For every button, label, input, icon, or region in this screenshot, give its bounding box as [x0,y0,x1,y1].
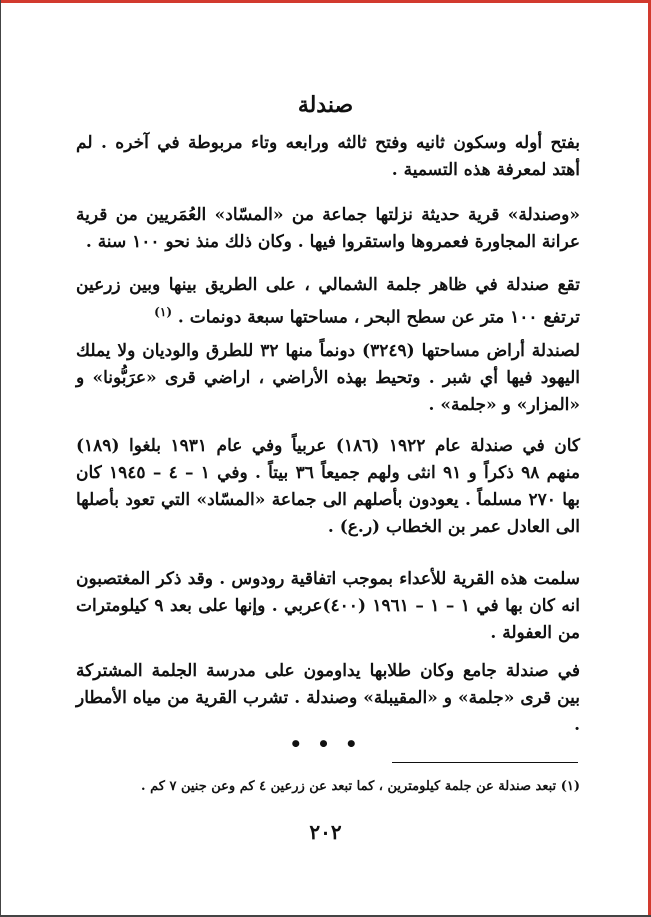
paragraph-services: في صندلة جامع وكان طلابها يداومون على مدرسة الجلمة المشتركة بين قرى «جلمة» و «المقيبلة» وصندلة . تشرب القرية من مياه الأمطار . [76,661,580,735]
paragraph-location [76,272,580,332]
section-separator: • • • [289,732,362,756]
paragraph-name-origin: بفتح أوله وسكون ثانيه وفتح ثالثه ورابعه وتاء مربوطة في آخره . لم أهتد لمعرفة هذه التسمية . [76,133,580,180]
page-title: صندلة [297,92,354,118]
paragraph-lands: لصندلة أراض مساحتها (٣٢٤٩) دونماً منها ٣٢ للطرق والوديان ولا يملك اليهود فيها أي شبر . وتحيط بهذه الأراضي ، اراضي قرى «عرَبُّونا» و «المزار» و «جلمة» . [76,341,580,415]
paragraph-population: كان في صندلة عام ١٩٢٢ (١٨٦) عربياً وفي عام ١٩٣١ بلغوا (١٨٩) منهم ٩٨ ذكراً و ٩١ انثى ولهم جميعاً ٣٦ بيتاً . وفي ١ – ٤ – ١٩٤٥ كان بها ٢٧٠ مسلماً . يعودون بأصلهم الى جماعة «المسّاد» التي تعود بأصلها الى العادل عمر بن الخطاب (ر.ع) . [76,436,581,537]
page-number: ٢٠٢ [309,820,342,844]
paragraph-occupation: سلمت هذه القرية للأعداء بموجب اتفاقية رودوس . وقد ذكر المغتصبون انه كان بها في ١ – ١ – ١٩٦١ (٤٠٠)عربي . وإنها على بعد ٩ كيلومترات من العفولة . [76,569,580,643]
window-frame-top [0,0,651,3]
footnote-text: (١) تبعد صندلة عن جلمة كيلومترين ، كما تبعد عن زرعين ٤ كم وعن جنين ٧ كم . [141,779,580,794]
paragraph-location-text: تقع صندلة في ظاهر جلمة الشمالي ، على الطريق بينها وبين زرعين ترتفع ١٠٠ متر عن سطح البحر ، مساحتها سبعة دونمات . [76,275,580,328]
window-frame-left [0,0,1,917]
footnote-marker: (١) [154,305,172,319]
footnote-rule [392,762,578,763]
paragraph-founding: «وصندلة» قرية حديثة نزلتها جماعة من «المسّاد» العُمَريين من قرية عرانة المجاورة فعمروها واستقروا فيها . وكان ذلك منذ نحو ١٠٠ سنة . [76,205,580,252]
